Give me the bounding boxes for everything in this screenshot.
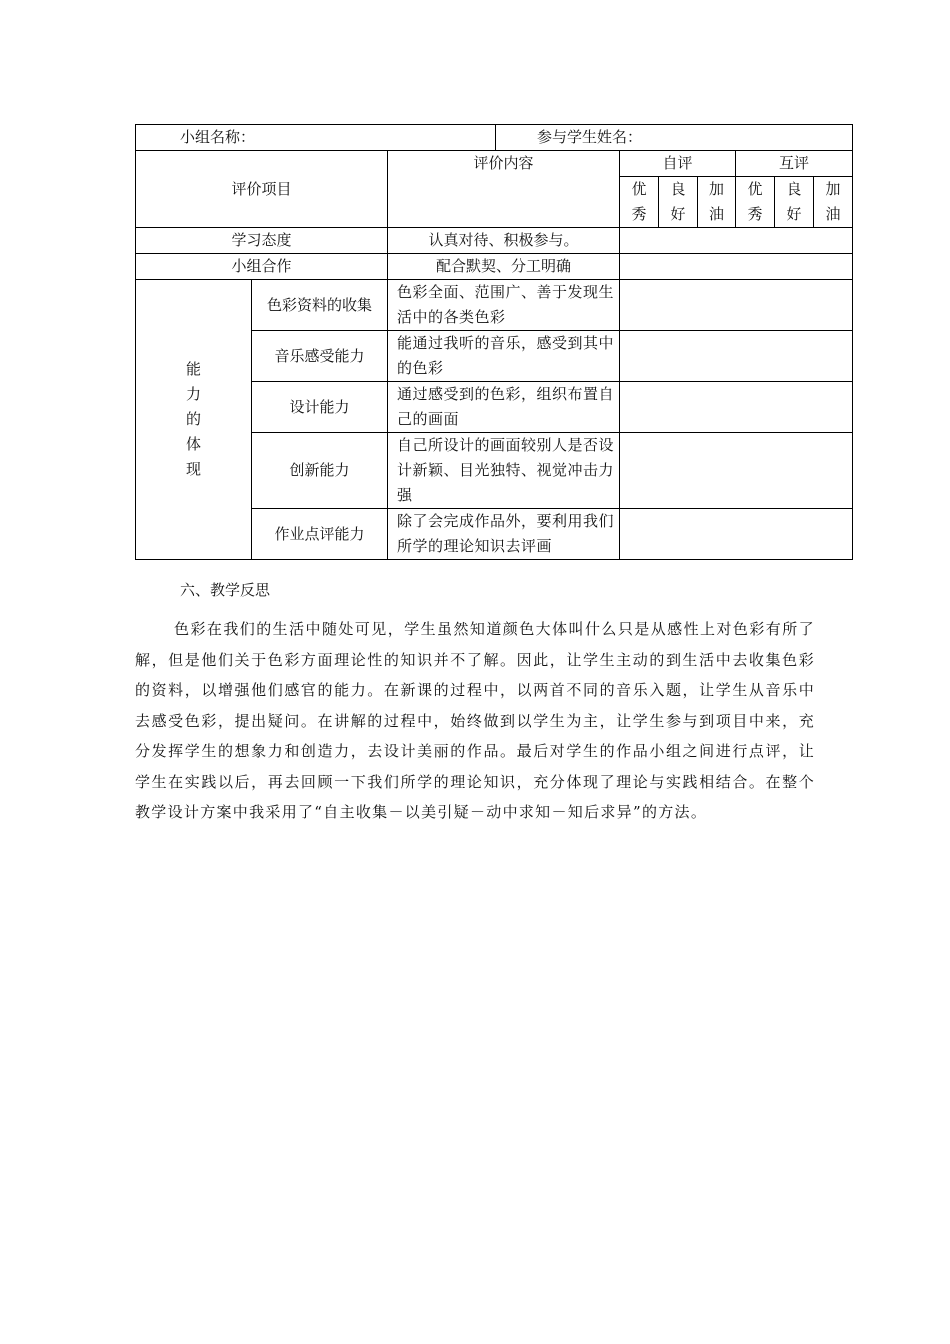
- row-content: 通过感受到的色彩，组织布置自己的画面: [388, 382, 620, 433]
- row-content: 配合默契、分工明确: [388, 254, 620, 280]
- table-row: [136, 280, 853, 331]
- row-content: 自己所设计的画面较别人是否设计新颖、目光独特、视觉冲击力强: [388, 433, 620, 509]
- row-score-area: [620, 254, 853, 280]
- table-row-header-info: [136, 125, 853, 151]
- row-item: 音乐感受能力: [252, 331, 388, 382]
- row-item: 设计能力: [252, 382, 388, 433]
- row-item: 学习态度: [136, 228, 388, 254]
- row-item: 创新能力: [252, 433, 388, 509]
- self-eval-header: 自评: [620, 151, 736, 177]
- peer-grade-good: 良 好: [775, 177, 814, 228]
- peer-grade-keep-going: 加 油: [814, 177, 853, 228]
- section-title: 六、教学反思: [180, 581, 271, 599]
- student-names-label: 参与学生姓名：: [537, 128, 643, 146]
- row-score-area: [620, 280, 853, 331]
- row-score-area: [620, 382, 853, 433]
- table-row-column-headers: [136, 151, 853, 177]
- row-content: 能通过我听的音乐，感受到其中的色彩: [388, 331, 620, 382]
- group-name-cell: [136, 125, 496, 151]
- row-score-area: [620, 228, 853, 254]
- row-score-area: [620, 331, 853, 382]
- eval-item-header: 评价项目: [136, 151, 388, 228]
- ability-group-label: 能 力 的 体 现: [136, 280, 252, 560]
- reflection-paragraph: 色彩在我们的生活中随处可见，学生虽然知道颜色大体叫什么只是从感性上对色彩有所了解，但是他们关于色彩方面理论性的知识并不了解。因此，让学生主动的到生活中去收集色彩的资料，以增强他们感官的能力。在新课的过程中，以两首不同的音乐入题，让学生从音乐中去感受色彩，提出疑问。在讲解的过程中，始终做到以学生为主，让学生参与到项目中来，充分发挥学生的想象力和创造力，去设计美丽的作品。最后对学生的作品小组之间进行点评，让学生在实践以后，再去回顾一下我们所学的理论知识，充分体现了理论与实践相结合。在整个教学设计方案中我采用了“自主收集－以美引疑－动中求知－知后求异”的方法。: [135, 620, 815, 821]
- group-name-label: 小组名称：: [180, 128, 256, 146]
- row-content: 认真对待、积极参与。: [388, 228, 620, 254]
- row-score-area: [620, 433, 853, 509]
- table-row: [136, 254, 853, 280]
- teaching-reflection-section: [135, 578, 815, 828]
- student-names-cell: [496, 125, 853, 151]
- table-row: [136, 228, 853, 254]
- self-grade-excellent: 优 秀: [620, 177, 659, 228]
- row-item: 作业点评能力: [252, 509, 388, 560]
- evaluation-table: [135, 124, 853, 560]
- self-grade-keep-going: 加 油: [698, 177, 736, 228]
- row-score-area: [620, 509, 853, 560]
- peer-grade-excellent: 优 秀: [736, 177, 775, 228]
- row-item: 色彩资料的收集: [252, 280, 388, 331]
- self-grade-good: 良 好: [659, 177, 698, 228]
- row-content: 色彩全面、范围广、善于发现生活中的各类色彩: [388, 280, 620, 331]
- eval-content-header: 评价内容: [388, 151, 620, 228]
- row-content: 除了会完成作品外，要利用我们所学的理论知识去评画: [388, 509, 620, 560]
- peer-eval-header: 互评: [736, 151, 853, 177]
- row-item: 小组合作: [136, 254, 388, 280]
